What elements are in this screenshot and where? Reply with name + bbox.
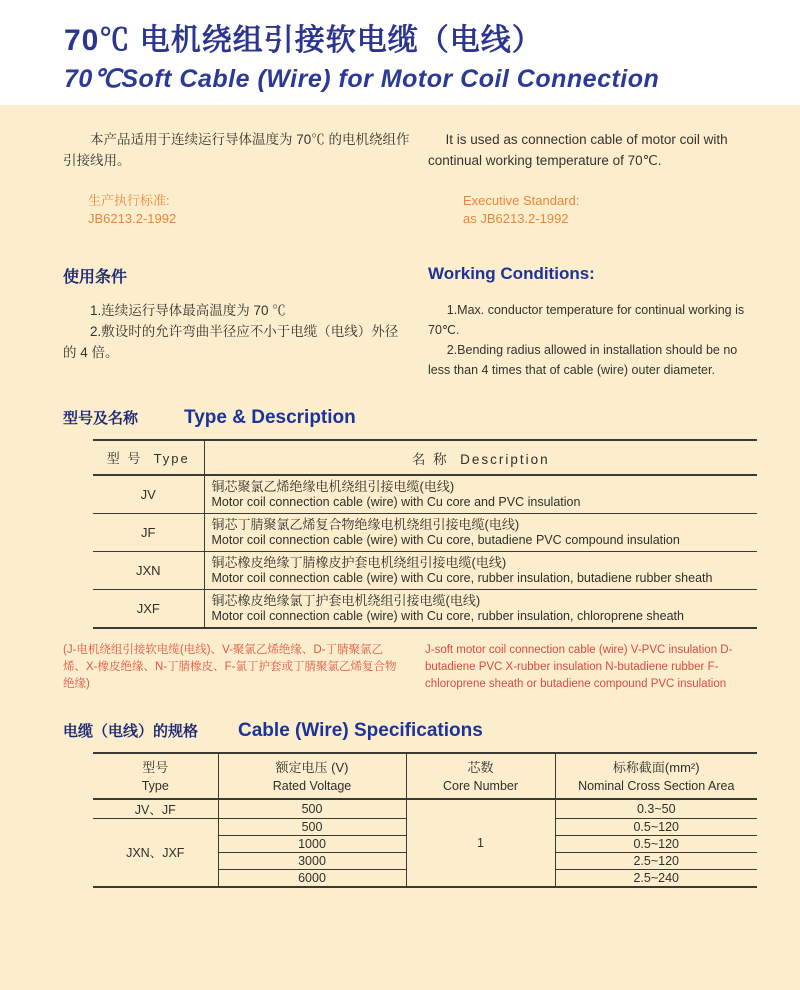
- spec-voltage-cell: 500: [218, 799, 406, 819]
- type-description-table: [93, 439, 757, 629]
- working-conditions-body: [0, 300, 800, 380]
- spec-core-header: [406, 753, 555, 799]
- spec-section-cell: 2.5~240: [555, 870, 757, 887]
- abbreviation-footnotes: [0, 642, 800, 693]
- standard-value-zh: JB6213.2-1992: [88, 211, 177, 226]
- page-title-zh: 70℃ 电机绕组引接软电缆（电线）: [64, 24, 543, 57]
- description-en: Motor coil connection cable (wire) with Cu core, butadiene PVC compound insulation: [211, 533, 680, 547]
- table-row: [93, 552, 757, 590]
- intro-en-column: [428, 129, 758, 171]
- spec-section-cell: 0.5~120: [555, 819, 757, 836]
- standard-label-zh: 生产执行标准:: [88, 193, 170, 208]
- spec-header-row: [93, 753, 757, 799]
- content-area: [0, 105, 800, 990]
- spec-core-cell: 1: [406, 799, 555, 887]
- spec-section-header: [555, 753, 757, 799]
- working-conditions-heading-zh: 使用条件: [63, 269, 128, 286]
- standard-section: [0, 192, 800, 228]
- standard-label-en: Executive Standard:: [463, 193, 580, 208]
- intro-paragraph-en: It is used as connection cable of motor coil with continual working temperature of 70℃.: [428, 132, 728, 168]
- spec-core-header-zh: 芯数: [467, 759, 494, 775]
- spec-voltage-cell: 1000: [218, 836, 406, 853]
- masthead: [0, 0, 800, 105]
- spec-voltage-header-en: Rated Voltage: [272, 778, 352, 793]
- type-heading-en: Type & Description: [184, 407, 356, 428]
- spec-type-header-en: Type: [141, 778, 169, 793]
- spec-type-cell: JV、JF: [93, 799, 218, 819]
- spec-voltage-cell: 3000: [218, 853, 406, 870]
- specifications-table: [93, 752, 757, 888]
- type-header-en: Type: [153, 451, 190, 466]
- table-row: [93, 590, 757, 629]
- intro-zh-column: [63, 129, 411, 171]
- description-en: Motor coil connection cable (wire) with Cu core, rubber insulation, butadiene rubber sheath: [211, 571, 713, 585]
- type-heading-zh: 型号及名称: [63, 410, 139, 427]
- description-cell: [204, 590, 757, 629]
- working-conditions-headings: [0, 264, 800, 287]
- working-conditions-zh: [63, 300, 411, 380]
- spec-section-heading: [63, 720, 800, 742]
- type-column-header: [93, 440, 204, 475]
- type-cell: JXF: [93, 590, 204, 629]
- intro-paragraph-zh: 本产品适用于连续运行导体温度为 70℃ 的电机绕组作引接线用。: [63, 132, 410, 168]
- spec-type-cell: JXN、JXF: [93, 819, 218, 887]
- footnote-en-column: [425, 642, 757, 693]
- type-cell: JXN: [93, 552, 204, 590]
- table-row: [93, 475, 757, 514]
- spec-heading-zh: 电缆（电线）的规格: [63, 723, 199, 740]
- description-column-header: [204, 440, 757, 475]
- description-zh: 铜芯聚氯乙烯绝缘电机绕组引接电缆(电线): [211, 479, 455, 494]
- spec-section-header-en: Nominal Cross Section Area: [578, 778, 735, 793]
- footnote-en: J-soft motor coil connection cable (wire) V-PVC insulation D-butadiene PVC X-rubber insulation N-butadiene rubber F-chloroprene sheath or butadiene compound PVC insulation: [425, 644, 733, 690]
- working-conditions-heading-en: Working Conditions:: [428, 264, 595, 283]
- working-conditions-en: [428, 300, 758, 380]
- spec-row: [93, 799, 757, 819]
- description-cell: [204, 514, 757, 552]
- spec-heading-en: Cable (Wire) Specifications: [238, 720, 483, 741]
- type-cell: JF: [93, 514, 204, 552]
- spec-voltage-header-zh: 额定电压 (V): [275, 759, 349, 775]
- standard-en-column: [428, 192, 758, 228]
- spec-section-cell: 2.5~120: [555, 853, 757, 870]
- table-header-row: [93, 440, 757, 475]
- description-cell: [204, 475, 757, 514]
- description-zh: 铜芯丁腈聚氯乙烯复合物绝缘电机绕组引接电缆(电线): [211, 517, 520, 532]
- spec-voltage-cell: 6000: [218, 870, 406, 887]
- spec-voltage-cell: 500: [218, 819, 406, 836]
- spec-type-header-zh: 型号: [142, 759, 169, 775]
- spec-section-header-zh: 标称截面(mm²): [612, 759, 700, 775]
- description-en: Motor coil connection cable (wire) with Cu core and PVC insulation: [211, 495, 581, 509]
- type-cell: JV: [93, 475, 204, 514]
- description-cell: [204, 552, 757, 590]
- spec-voltage-header: [218, 753, 406, 799]
- spec-section-cell: 0.5~120: [555, 836, 757, 853]
- type-section-heading: [63, 407, 800, 429]
- wc-item-en-1: 1.Max. conductor temperature for continual working is 70℃.: [428, 303, 745, 337]
- standard-zh-column: [63, 192, 411, 228]
- spec-type-header: [93, 753, 218, 799]
- intro-section: [0, 129, 800, 171]
- page-title-en: 70℃Soft Cable (Wire) for Motor Coil Connection: [64, 65, 660, 93]
- table-row: [93, 514, 757, 552]
- description-en: Motor coil connection cable (wire) with Cu core, rubber insulation, chloroprene sheath: [211, 609, 684, 623]
- desc-header-en: Description: [460, 451, 550, 467]
- wc-item-en-2: 2.Bending radius allowed in installation should be no less than 4 times that of cable (wire) outer diameter.: [428, 343, 738, 377]
- desc-header-zh: 名 称: [411, 451, 449, 467]
- footnote-zh-column: [63, 642, 397, 693]
- description-zh: 铜芯橡皮绝缘氯丁护套电机绕组引接电缆(电线): [211, 593, 481, 608]
- wc-item-zh-1: 1.连续运行导体最高温度为 70 ℃: [90, 303, 286, 318]
- spec-core-header-en: Core Number: [442, 778, 519, 793]
- wc-item-zh-2: 2.敷设时的允许弯曲半径应不小于电缆（电线）外径的 4 倍。: [63, 324, 399, 360]
- spec-section-cell: 0.3~50: [555, 799, 757, 819]
- description-zh: 铜芯橡皮绝缘丁腈橡皮护套电机绕组引接电缆(电线): [211, 555, 507, 570]
- type-header-zh: 型 号: [106, 451, 143, 466]
- footnote-zh: (J-电机绕组引接软电缆(电线)、V-聚氯乙烯绝缘、D-丁腈聚氯乙烯、X-橡皮绝缘、N-丁腈橡皮、F-氯丁护套或丁腈聚氯乙烯复合物绝缘): [63, 644, 397, 690]
- standard-value-en: as JB6213.2-1992: [463, 211, 569, 226]
